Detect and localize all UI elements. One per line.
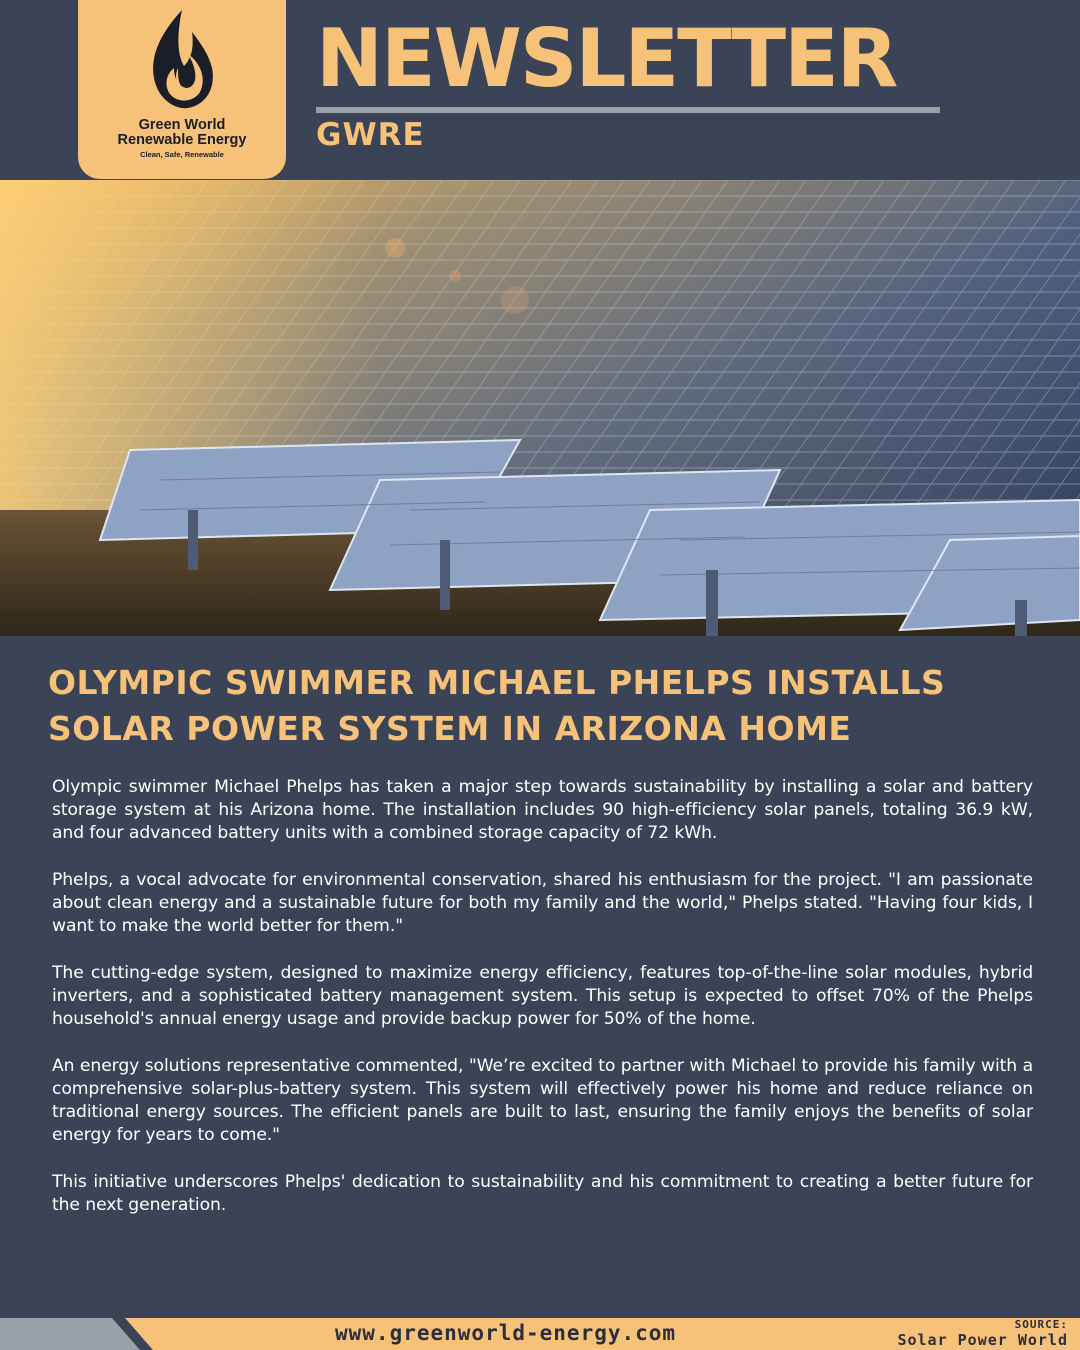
footer-gray-accent: [0, 1318, 140, 1350]
article-headline: [48, 660, 1048, 752]
source-name: Solar Power World: [897, 1331, 1068, 1349]
article-paragraph: Olympic swimmer Michael Phelps has taken a major step towards sustainability by installing a solar and battery storage system at his Arizona home. The installation includes 90 high-efficiency solar panels, totaling 36.9 kW, and four advanced battery units with a combined storage capacity of 72 kWh.: [52, 777, 1033, 843]
flame-logo-icon: [148, 8, 216, 112]
newsletter-title: NEWSLETTER: [316, 12, 897, 105]
article-body: [52, 776, 1033, 1241]
newsletter-subtitle: GWRE: [316, 117, 425, 153]
article-paragraph: This initiative underscores Phelps' dedication to sustainability and his commitment to creating a better future for the next generation.: [52, 1172, 1033, 1215]
source-label: SOURCE:: [1014, 1318, 1068, 1331]
hero-image: [0, 180, 1080, 636]
article-paragraph: Phelps, a vocal advocate for environmental conservation, shared his enthusiasm for the project. "I am passionate about clean energy and a sustainable future for both my family and the world," Phelps stated. "Having four kids, I want to make the world better for them.": [52, 870, 1033, 936]
article-paragraph: The cutting-edge system, designed to maximize energy efficiency, features top-of-the-line solar modules, hybrid inverters, and a sophisticated battery management system. This setup is expected to offset 70% of the Phelps household's annual energy usage and provide backup power for 50% of the home.: [52, 963, 1033, 1029]
brand-tagline: Clean, Safe, Renewable: [140, 150, 224, 159]
brand-name: [78, 118, 286, 148]
website-link[interactable]: www.greenworld-energy.com: [335, 1321, 677, 1345]
brand-name-line1: Green World: [138, 117, 226, 133]
article-paragraph: An energy solutions representative commented, "We’re excited to partner with Michael to provide his family with a comprehensive solar-plus-battery system. This system will effectively power his home and reduce reliance on traditional energy sources. The efficient panels are built to last, ensuring the family enjoys the benefits of solar energy for years to come.": [52, 1056, 1033, 1145]
title-divider: [316, 107, 940, 113]
headline-line2: SOLAR POWER SYSTEM IN ARIZONA HOME: [48, 709, 852, 748]
headline-line1: OLYMPIC SWIMMER MICHAEL PHELPS INSTALLS: [48, 663, 946, 702]
brand-name-line2: Renewable Energy: [117, 132, 247, 148]
logo-card: [78, 0, 286, 179]
solar-panel-field-photo-icon: [0, 180, 1080, 636]
